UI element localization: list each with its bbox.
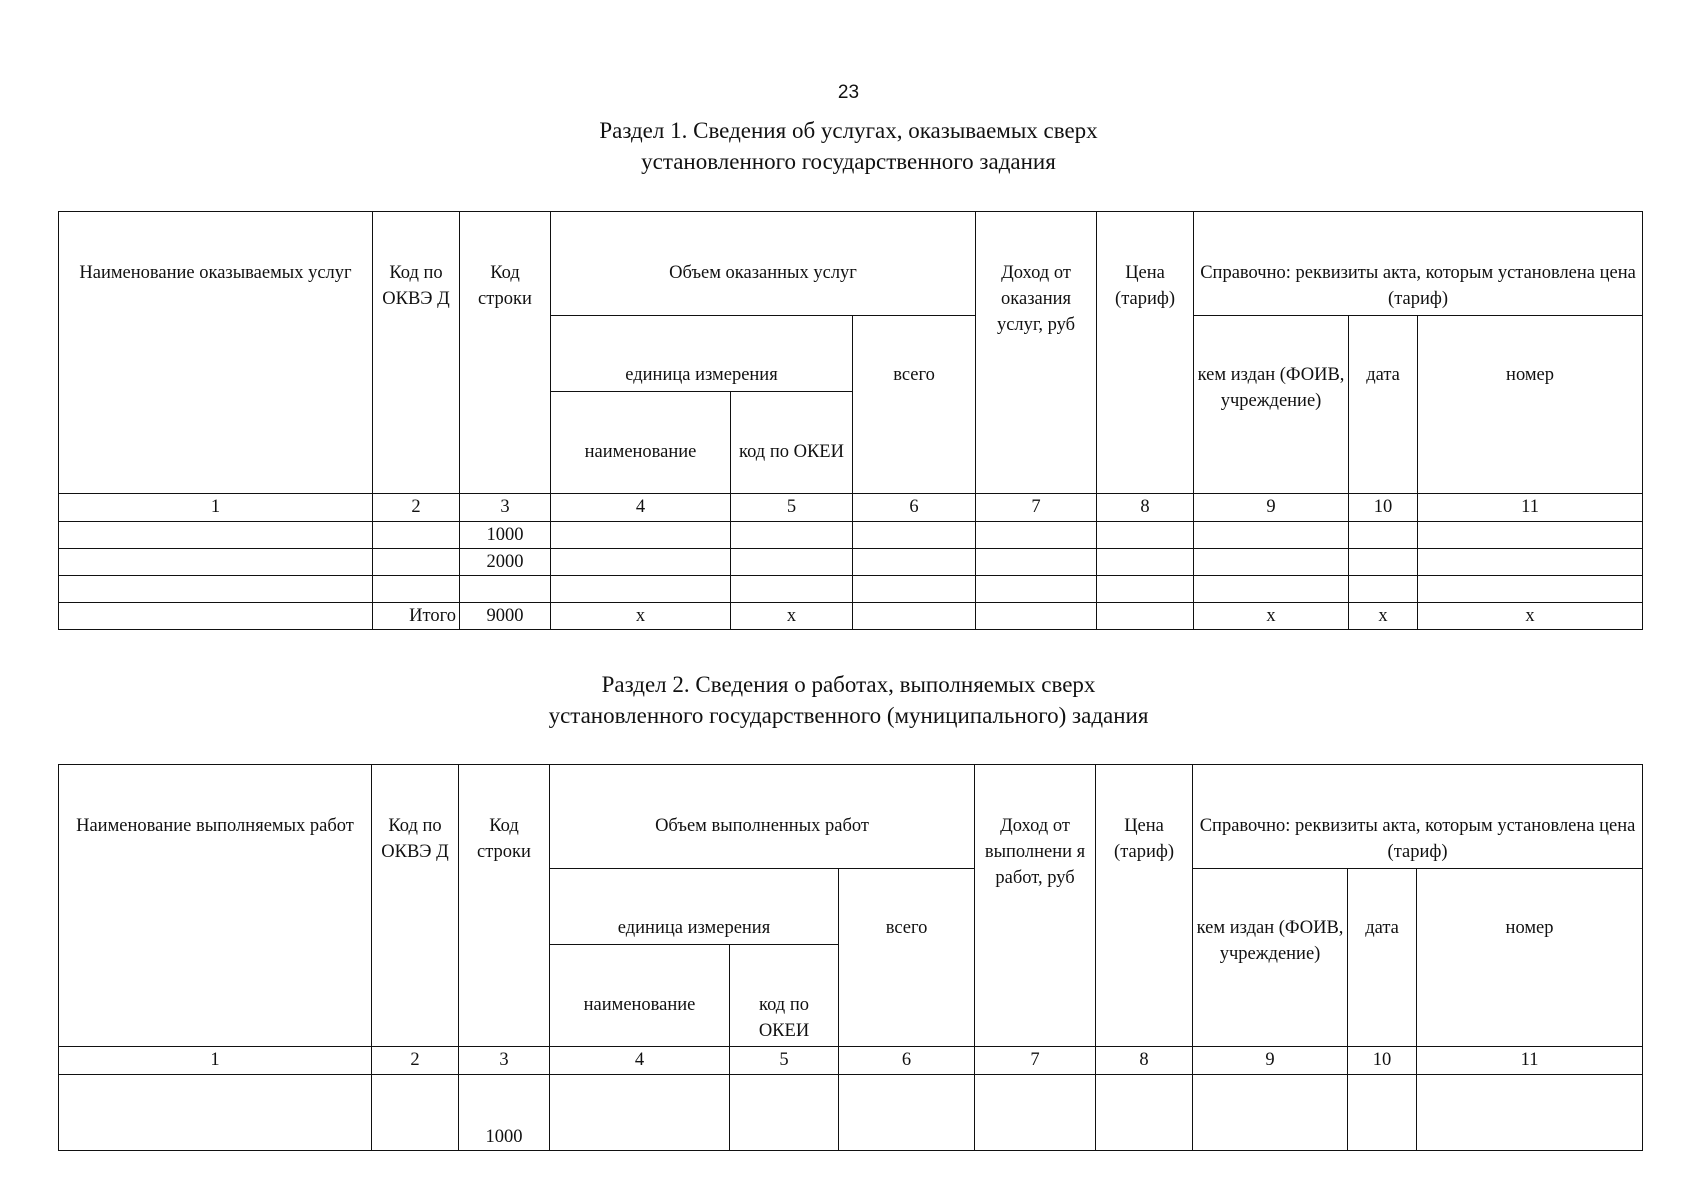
table-cell: х — [1349, 603, 1418, 630]
header-line-code: Код строки — [459, 765, 550, 1047]
header-okei: код по ОКЕИ — [731, 392, 853, 494]
table-cell[interactable] — [373, 522, 460, 549]
table-cell[interactable] — [551, 522, 731, 549]
header-okved: Код по ОКВЭ Д — [373, 212, 460, 494]
header-okei: код по ОКЕИ — [730, 945, 839, 1047]
header-date: дата — [1348, 869, 1417, 1047]
column-number: 6 — [853, 494, 976, 522]
table-cell[interactable] — [853, 522, 976, 549]
table-cell[interactable] — [1349, 522, 1418, 549]
table-cell[interactable] — [1418, 549, 1643, 576]
column-number: 3 — [460, 494, 551, 522]
column-numbers-row — [59, 1047, 1643, 1075]
column-number: 10 — [1348, 1047, 1417, 1075]
table-cell[interactable]: 1000 — [460, 522, 551, 549]
table-cell: х — [551, 603, 731, 630]
table-cell[interactable] — [1418, 576, 1643, 603]
table-cell[interactable] — [551, 576, 731, 603]
table-cell[interactable] — [550, 1075, 730, 1151]
column-number: 10 — [1349, 494, 1418, 522]
header-income: Доход от оказания услуг, руб — [976, 212, 1097, 494]
section-1-title-line-2: установленного государственного задания — [641, 149, 1056, 174]
total-line-code: 9000 — [460, 603, 551, 630]
header-unit-name: наименование — [551, 392, 731, 494]
table-cell[interactable] — [1193, 1075, 1348, 1151]
header-number: номер — [1418, 316, 1643, 494]
table-cell[interactable] — [976, 522, 1097, 549]
table-cell[interactable] — [976, 603, 1097, 630]
page-number: 23 — [837, 82, 860, 103]
column-number: 4 — [551, 494, 731, 522]
table-cell: х — [731, 603, 853, 630]
table-cell[interactable] — [1097, 522, 1194, 549]
header-number: номер — [1417, 869, 1643, 1047]
column-number: 1 — [59, 1047, 372, 1075]
column-number: 2 — [373, 494, 460, 522]
table-cell: х — [1194, 603, 1349, 630]
table-cell[interactable] — [460, 576, 551, 603]
column-number: 2 — [372, 1047, 459, 1075]
header-volume: Объем оказанных услуг — [551, 212, 976, 316]
header-service-name: Наименование оказываемых услуг — [59, 212, 373, 494]
table-cell[interactable] — [853, 549, 976, 576]
header-reference: Справочно: реквизиты акта, которым установлена цена (тариф) — [1194, 212, 1643, 316]
table-cell[interactable] — [59, 603, 373, 630]
table-cell[interactable] — [976, 549, 1097, 576]
table-cell[interactable] — [1349, 549, 1418, 576]
table-cell[interactable] — [59, 522, 373, 549]
table-cell[interactable] — [1418, 522, 1643, 549]
column-number: 3 — [459, 1047, 550, 1075]
table-cell[interactable]: 2000 — [460, 549, 551, 576]
table-cell[interactable] — [373, 576, 460, 603]
header-work-name: Наименование выполняемых работ — [59, 765, 372, 1047]
header-income: Доход от выполнени я работ, руб — [975, 765, 1096, 1047]
table-row — [59, 522, 1643, 549]
column-numbers-row — [59, 494, 1643, 522]
table-cell[interactable] — [731, 549, 853, 576]
table-cell[interactable] — [372, 1075, 459, 1151]
section-1-title-line-1: Раздел 1. Сведения об услугах, оказываемых сверх — [599, 118, 1098, 143]
header-total: всего — [853, 316, 976, 494]
table-cell[interactable] — [1348, 1075, 1417, 1151]
table-row — [59, 1075, 1643, 1151]
section-2-title — [0, 669, 1697, 731]
table-cell[interactable] — [1417, 1075, 1643, 1151]
header-reference: Справочно: реквизиты акта, которым установлена цена (тариф) — [1193, 765, 1643, 869]
table-cell[interactable] — [975, 1075, 1096, 1151]
header-okved: Код по ОКВЭ Д — [372, 765, 459, 1047]
table-cell[interactable] — [1194, 549, 1349, 576]
header-issued-by: кем издан (ФОИВ, учреждение) — [1193, 869, 1348, 1047]
table-cell[interactable] — [731, 576, 853, 603]
table-cell[interactable] — [853, 603, 976, 630]
header-issued-by: кем издан (ФОИВ, учреждение) — [1194, 316, 1349, 494]
header-line-code: Код строки — [460, 212, 551, 494]
section-1-title — [0, 115, 1697, 177]
column-number: 1 — [59, 494, 373, 522]
column-number: 6 — [839, 1047, 975, 1075]
column-number: 8 — [1097, 494, 1194, 522]
table-row — [59, 576, 1643, 603]
table-cell[interactable] — [1097, 549, 1194, 576]
table-cell[interactable] — [730, 1075, 839, 1151]
header-unit: единица измерения — [550, 869, 839, 945]
column-number: 11 — [1418, 494, 1643, 522]
table-cell[interactable] — [1096, 1075, 1193, 1151]
table-cell[interactable] — [59, 549, 373, 576]
column-number: 9 — [1193, 1047, 1348, 1075]
table-row — [59, 549, 1643, 576]
column-number: 5 — [730, 1047, 839, 1075]
table-cell[interactable] — [731, 522, 853, 549]
table-cell[interactable] — [1349, 576, 1418, 603]
column-number: 11 — [1417, 1047, 1643, 1075]
table-cell[interactable] — [1194, 522, 1349, 549]
header-price: Цена (тариф) — [1096, 765, 1193, 1047]
table-cell[interactable] — [853, 576, 976, 603]
header-date: дата — [1349, 316, 1418, 494]
section-2-title-line-1: Раздел 2. Сведения о работах, выполняемых сверх — [601, 672, 1096, 697]
header-unit-name: наименование — [550, 945, 730, 1047]
table-cell[interactable] — [373, 549, 460, 576]
table-cell[interactable] — [839, 1075, 975, 1151]
table-cell: х — [1418, 603, 1643, 630]
header-volume: Объем выполненных работ — [550, 765, 975, 869]
header-unit: единица измерения — [551, 316, 853, 392]
column-number: 7 — [975, 1047, 1096, 1075]
services-table — [58, 211, 1643, 630]
table-cell[interactable] — [59, 1075, 372, 1151]
column-number: 9 — [1194, 494, 1349, 522]
table-cell[interactable] — [1194, 576, 1349, 603]
section-2-title-line-2: установленного государственного (муниципального) задания — [548, 703, 1149, 728]
total-label: Итого — [373, 603, 460, 630]
works-table — [58, 764, 1643, 1151]
table-cell[interactable] — [976, 576, 1097, 603]
header-price: Цена (тариф) — [1097, 212, 1194, 494]
table-cell[interactable] — [551, 549, 731, 576]
table-cell[interactable] — [59, 576, 373, 603]
table-cell[interactable] — [1097, 603, 1194, 630]
table-cell[interactable] — [1097, 576, 1194, 603]
table-cell[interactable]: 1000 — [459, 1075, 550, 1151]
header-total: всего — [839, 869, 975, 1047]
column-number: 4 — [550, 1047, 730, 1075]
column-number: 8 — [1096, 1047, 1193, 1075]
column-number: 5 — [731, 494, 853, 522]
column-number: 7 — [976, 494, 1097, 522]
total-row — [59, 603, 1643, 630]
